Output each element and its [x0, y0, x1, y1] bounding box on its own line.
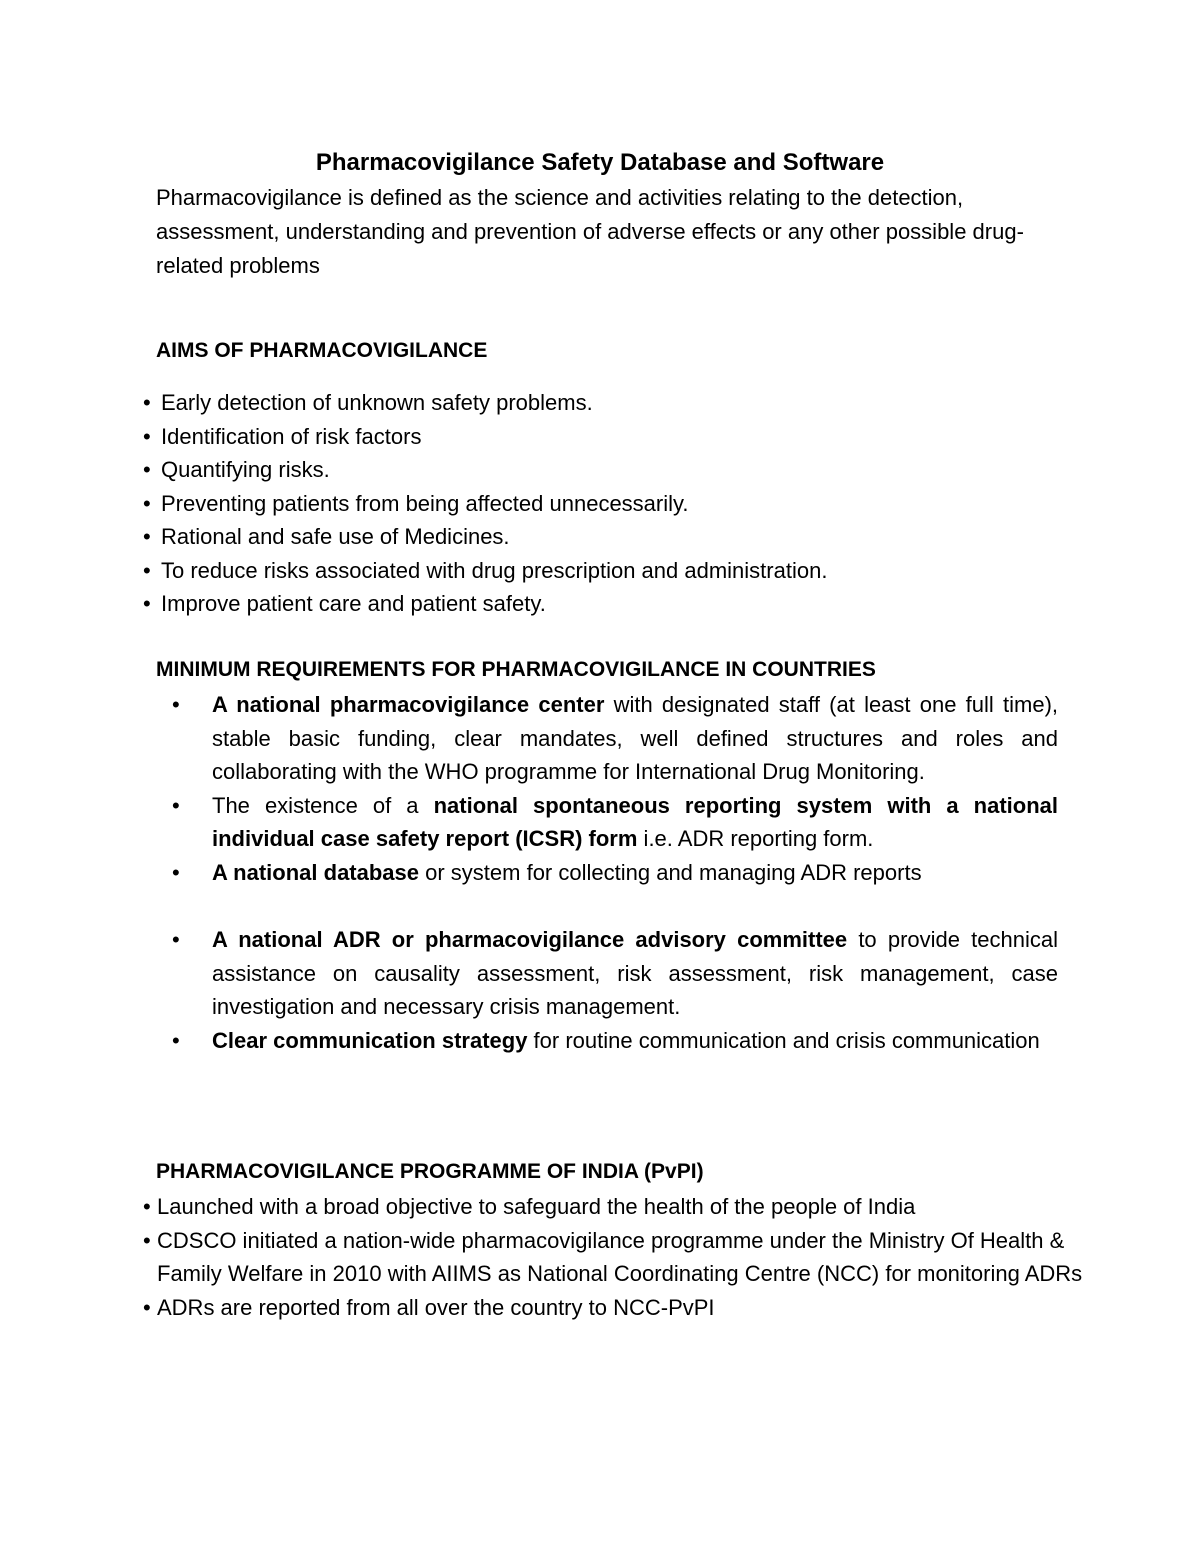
bullet-icon: •	[172, 927, 180, 952]
list-item	[143, 453, 1103, 487]
list-item	[172, 856, 1058, 890]
list-item-text: CDSCO initiated a nation-wide pharmacovigilance programme under the Ministry Of Health & Family Welfare in 2010 with AIIMS as National Coordinating Centre (NCC) for monitoring ADRs	[157, 1227, 1083, 1286]
list-item	[143, 554, 1103, 588]
list-item-text: or system for collecting and managing ADR reports	[419, 859, 922, 885]
requirements-list	[172, 688, 1058, 1057]
list-item-text: Preventing patients from being affected unnecessarily.	[161, 490, 689, 516]
bullet-icon: •	[172, 859, 180, 885]
list-item-text: for routine communication and crisis communication	[527, 1027, 1040, 1053]
list-item-bold: national spontaneous reporting system with a national individual case safety report (ICSR) form	[212, 792, 1058, 851]
bullet-icon: •	[143, 457, 151, 482]
list-item	[143, 520, 1103, 554]
list-item	[172, 688, 1058, 789]
list-item	[143, 386, 1103, 420]
list-item-text: To reduce risks associated with drug prescription and administration.	[161, 557, 828, 583]
list-item-text: ADRs are reported from all over the country to NCC-PvPI	[157, 1294, 715, 1320]
list-item-text: i.e. ADR reporting form.	[637, 826, 874, 851]
intro-paragraph: Pharmacovigilance is defined as the science and activities relating to the detection, assessment, understanding and prevention of adverse effects or any other possible drug-related problems	[156, 185, 1024, 278]
list-item	[172, 1024, 1058, 1058]
list-item-text: Identification of risk factors	[161, 423, 422, 449]
bullet-icon: •	[172, 1027, 180, 1053]
list-item	[172, 923, 1058, 1024]
requirements-heading: MINIMUM REQUIREMENTS FOR PHARMACOVIGILANCE IN COUNTRIES	[156, 658, 876, 681]
list-item-bold: A national ADR or pharmacovigilance advisory committee	[212, 927, 848, 952]
list-item	[143, 1190, 1103, 1224]
list-item-text: Improve patient care and patient safety.	[161, 591, 546, 616]
aims-list	[143, 386, 1103, 621]
aims-heading: AIMS OF PHARMACOVIGILANCE	[156, 339, 488, 362]
list-item	[143, 587, 1103, 621]
list-item-text: Quantifying risks.	[161, 457, 330, 482]
bullet-icon: •	[172, 692, 180, 717]
list-item-bold: Clear communication strategy	[212, 1027, 528, 1053]
bullet-icon: •	[143, 591, 151, 616]
list-item-text: Rational and safe use of Medicines.	[161, 524, 510, 549]
bullet-icon: •	[143, 1227, 151, 1253]
bullet-icon: •	[143, 490, 151, 516]
list-item	[172, 789, 1058, 856]
bullet-icon: •	[143, 524, 151, 549]
page-title: Pharmacovigilance Safety Database and Software	[315, 149, 885, 176]
bullet-icon: •	[143, 423, 151, 449]
pvpi-list	[143, 1190, 1103, 1324]
bullet-icon: •	[143, 1294, 151, 1320]
list-item	[143, 1291, 1103, 1325]
list-item-text: with designated staff (at least one full time), stable basic funding, clear mandates, well defined structures and roles and collaborating with the WHO programme for International Drug Monitoring.	[212, 692, 1059, 784]
list-item-pre: The existence of a	[212, 792, 434, 818]
pvpi-heading: PHARMACOVIGILANCE PROGRAMME OF INDIA (PvPI)	[156, 1160, 704, 1183]
list-item-text: Launched with a broad objective to safeguard the health of the people of India	[157, 1194, 916, 1219]
bullet-icon: •	[172, 792, 180, 818]
list-item	[143, 420, 1103, 454]
bullet-icon: •	[143, 1194, 151, 1219]
list-item	[143, 1224, 1103, 1291]
bullet-icon: •	[143, 557, 151, 583]
bullet-icon: •	[143, 390, 151, 415]
list-item-bold: A national pharmacovigilance center	[212, 692, 605, 717]
list-item-text: Early detection of unknown safety problems.	[161, 390, 593, 415]
list-item-text: to provide technical assistance on causality assessment, risk assessment, risk management, case investigation and necessary crisis management.	[212, 927, 1058, 1019]
list-item-bold: A national database	[212, 859, 420, 885]
list-item	[143, 487, 1103, 521]
